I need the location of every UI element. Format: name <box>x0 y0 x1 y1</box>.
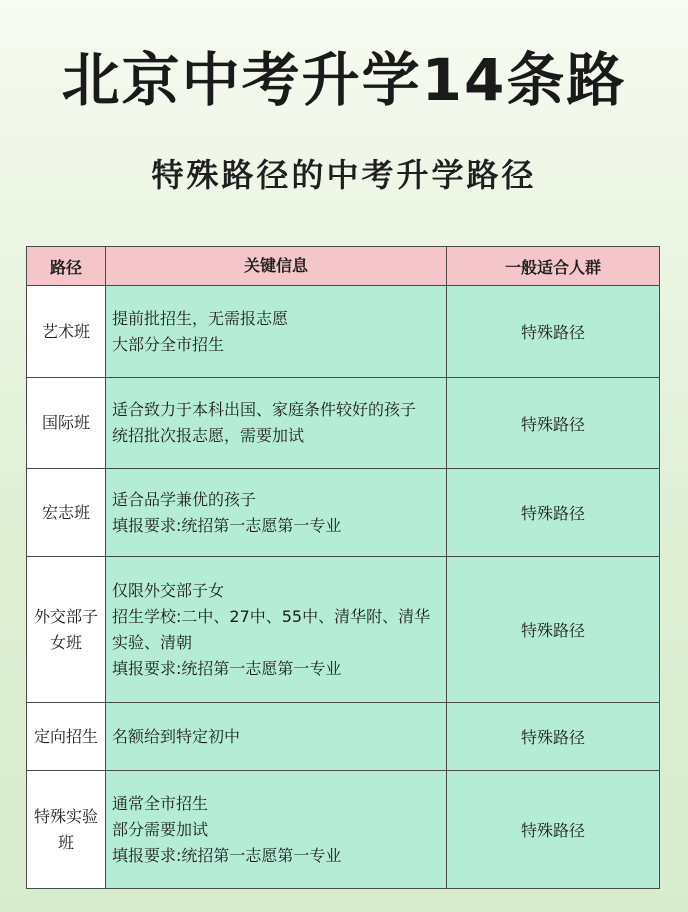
info-line: 适合品学兼优的孩子 <box>112 489 257 509</box>
info-line: 提前批招生，无需报志愿 <box>112 308 289 328</box>
info-line: 通常全市招生 <box>112 793 209 813</box>
info-line: 实验、清朝 <box>112 632 193 652</box>
column-header-audience: 一般适合人群 <box>447 247 660 286</box>
info-cell <box>106 771 447 889</box>
info-cell <box>106 378 447 469</box>
audience-cell: 特殊路径 <box>447 286 660 378</box>
table-row <box>27 469 660 557</box>
routes-table <box>26 246 660 889</box>
path-cell: 国际班 <box>27 378 106 469</box>
path-cell: 艺术班 <box>27 286 106 378</box>
path-cell: 定向招生 <box>27 703 106 771</box>
audience-cell: 特殊路径 <box>447 557 660 703</box>
info-line: 填报要求:统招第一志愿第一专业 <box>112 845 342 865</box>
table-row <box>27 771 660 889</box>
path-cell: 特殊实验班 <box>27 771 106 889</box>
table-row <box>27 378 660 469</box>
info-line: 部分需要加试 <box>112 819 209 839</box>
info-line: 招生学校:二中、27中、55中、清华附、清华 <box>112 606 431 626</box>
audience-cell: 特殊路径 <box>447 771 660 889</box>
audience-cell: 特殊路径 <box>447 469 660 557</box>
path-cell: 宏志班 <box>27 469 106 557</box>
table-row <box>27 557 660 703</box>
table-header-row <box>27 247 660 286</box>
audience-cell: 特殊路径 <box>447 378 660 469</box>
info-line: 适合致力于本科出国、家庭条件较好的孩子 <box>112 400 417 419</box>
info-cell <box>106 703 447 771</box>
audience-cell: 特殊路径 <box>447 703 660 771</box>
info-line: 填报要求:统招第一志愿第一专业 <box>112 658 342 678</box>
info-line: 仅限外交部子女 <box>112 580 225 600</box>
page-title: 北京中考升学14条路 <box>61 46 627 114</box>
info-line: 大部分全市招生 <box>112 334 225 354</box>
path-cell: 外交部子女班 <box>27 557 106 703</box>
table-row <box>27 286 660 378</box>
info-line: 统招批次报志愿，需要加试 <box>112 426 305 445</box>
column-header-info: 关键信息 <box>106 247 447 286</box>
table-row <box>27 703 660 771</box>
info-line: 名额给到特定初中 <box>112 726 241 746</box>
column-header-path: 路径 <box>27 247 106 286</box>
info-line: 填报要求:统招第一志愿第一专业 <box>112 515 342 535</box>
info-cell <box>106 286 447 378</box>
info-cell <box>106 557 447 703</box>
page-subtitle: 特殊路径的中考升学路径 <box>151 156 537 194</box>
info-cell <box>106 469 447 557</box>
